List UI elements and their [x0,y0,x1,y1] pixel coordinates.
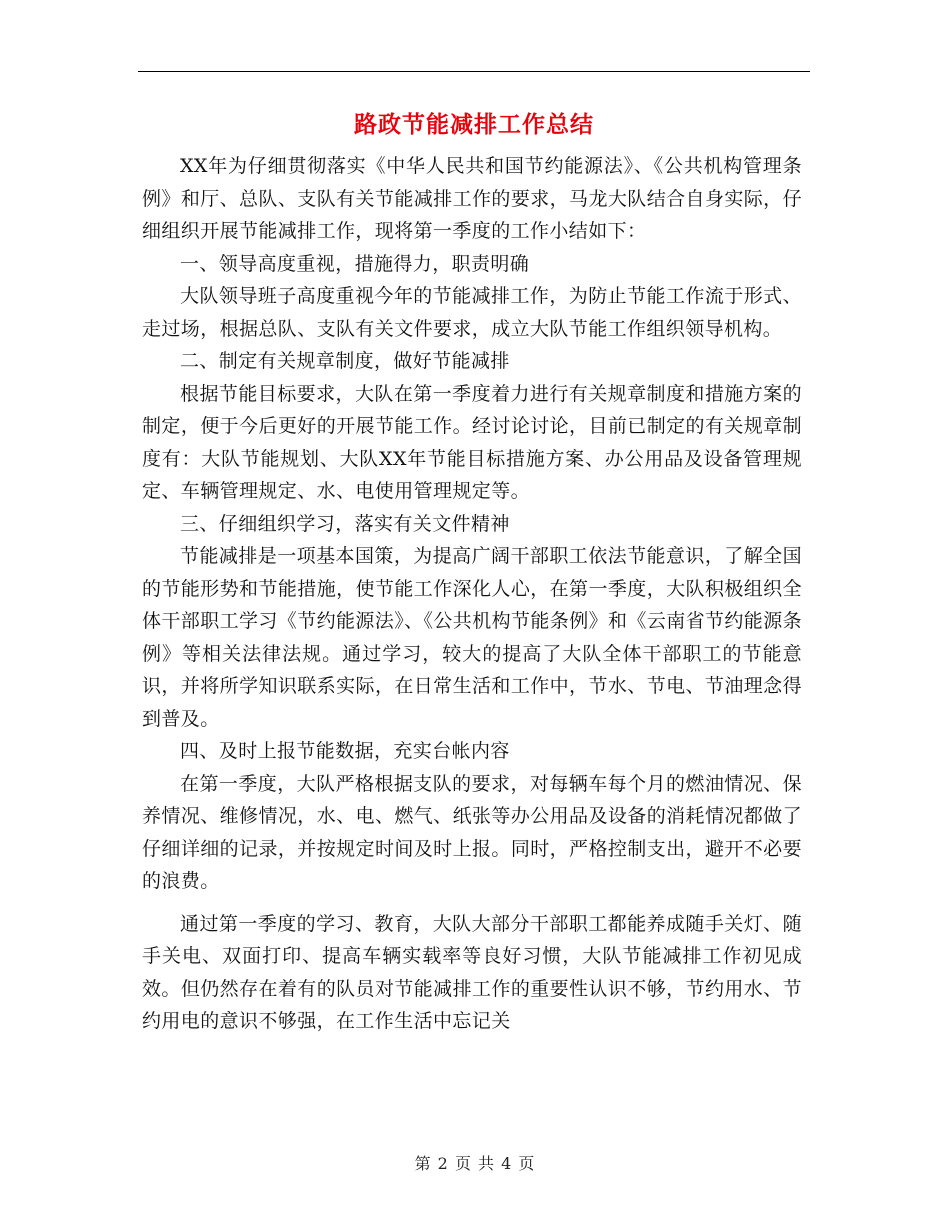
header-rule [138,71,810,72]
section-heading-3: 三、仔细组织学习，落实有关文件精神 [180,512,510,535]
section-heading-4: 四、及时上报节能数据，充实台帐内容 [180,740,510,762]
section-paragraph-3: 节能减排是一项基本国策，为提高广阔干部职工依法节能意识，了解全国的节能形势和节能措施，使节能工作深化人心，在第一季度，大队积极组织全体干部职工学习《节约能源法》、《公共机构节能条例》和《云南省节约能源条例》等相关法律法规。通过学习，较大的提高了大队全体干部职工的节能意识，并将所学知识联系实际，在日常生活和工作中，节水、节电、节油理念得到普及。 [142,545,803,730]
section-paragraph-2: 根据节能目标要求，大队在第一季度着力进行有关规章制度和措施方案的制定，便于今后更好的开展节能工作。经讨论讨论，目前已制定的有关规章制度有：大队节能规划、大队XX年节能目标措施方案、办公用品及设备管理规定、车辆管理规定、水、电使用管理规定等。 [142,382,802,502]
document-body [142,150,802,1038]
intro-paragraph: XX年为仔细贯彻落实《中华人民共和国节约能源法》、《公共机构管理条例》和厅、总队、支队有关节能减排工作的要求，马龙大队结合自身实际，仔细组织开展节能减排工作，现将第一季度的工作小结如下： [142,155,802,242]
document-title: 路政节能减排工作总结 [354,111,594,138]
section-heading-2: 二、制定有关规章制度，做好节能减排 [180,350,510,372]
page-number: 第 2 页 共 4 页 [414,1154,536,1173]
section-paragraph-1: 大队领导班子高度重视今年的节能减排工作，为防止节能工作流于形式、走过场，根据总队、支队有关文件要求，成立大队节能工作组织领导机构。 [142,285,802,340]
section-heading-1: 一、领导高度重视，措施得力，职责明确 [180,252,530,275]
section-paragraph-4: 在第一季度，大队严格根据支队的要求，对每辆车每个月的燃油情况、保养情况、维修情况，水、电、燃气、纸张等办公用品及设备的消耗情况都做了仔细详细的记录，并按规定时间及时上报。同时，严格控制支出，避开不必要的浪费。 [142,772,802,892]
summary-paragraph: 通过第一季度的学习、教育，大队大部分干部职工都能养成随手关灯、随手关电、双面打印、提高车辆实载率等良好习惯，大队节能减排工作初见成效。但仍然存在着有的队员对节能减排工作的重要性认识不够，节约用水、节约用电的意识不够强，在工作生活中忘记关 [142,912,802,1032]
